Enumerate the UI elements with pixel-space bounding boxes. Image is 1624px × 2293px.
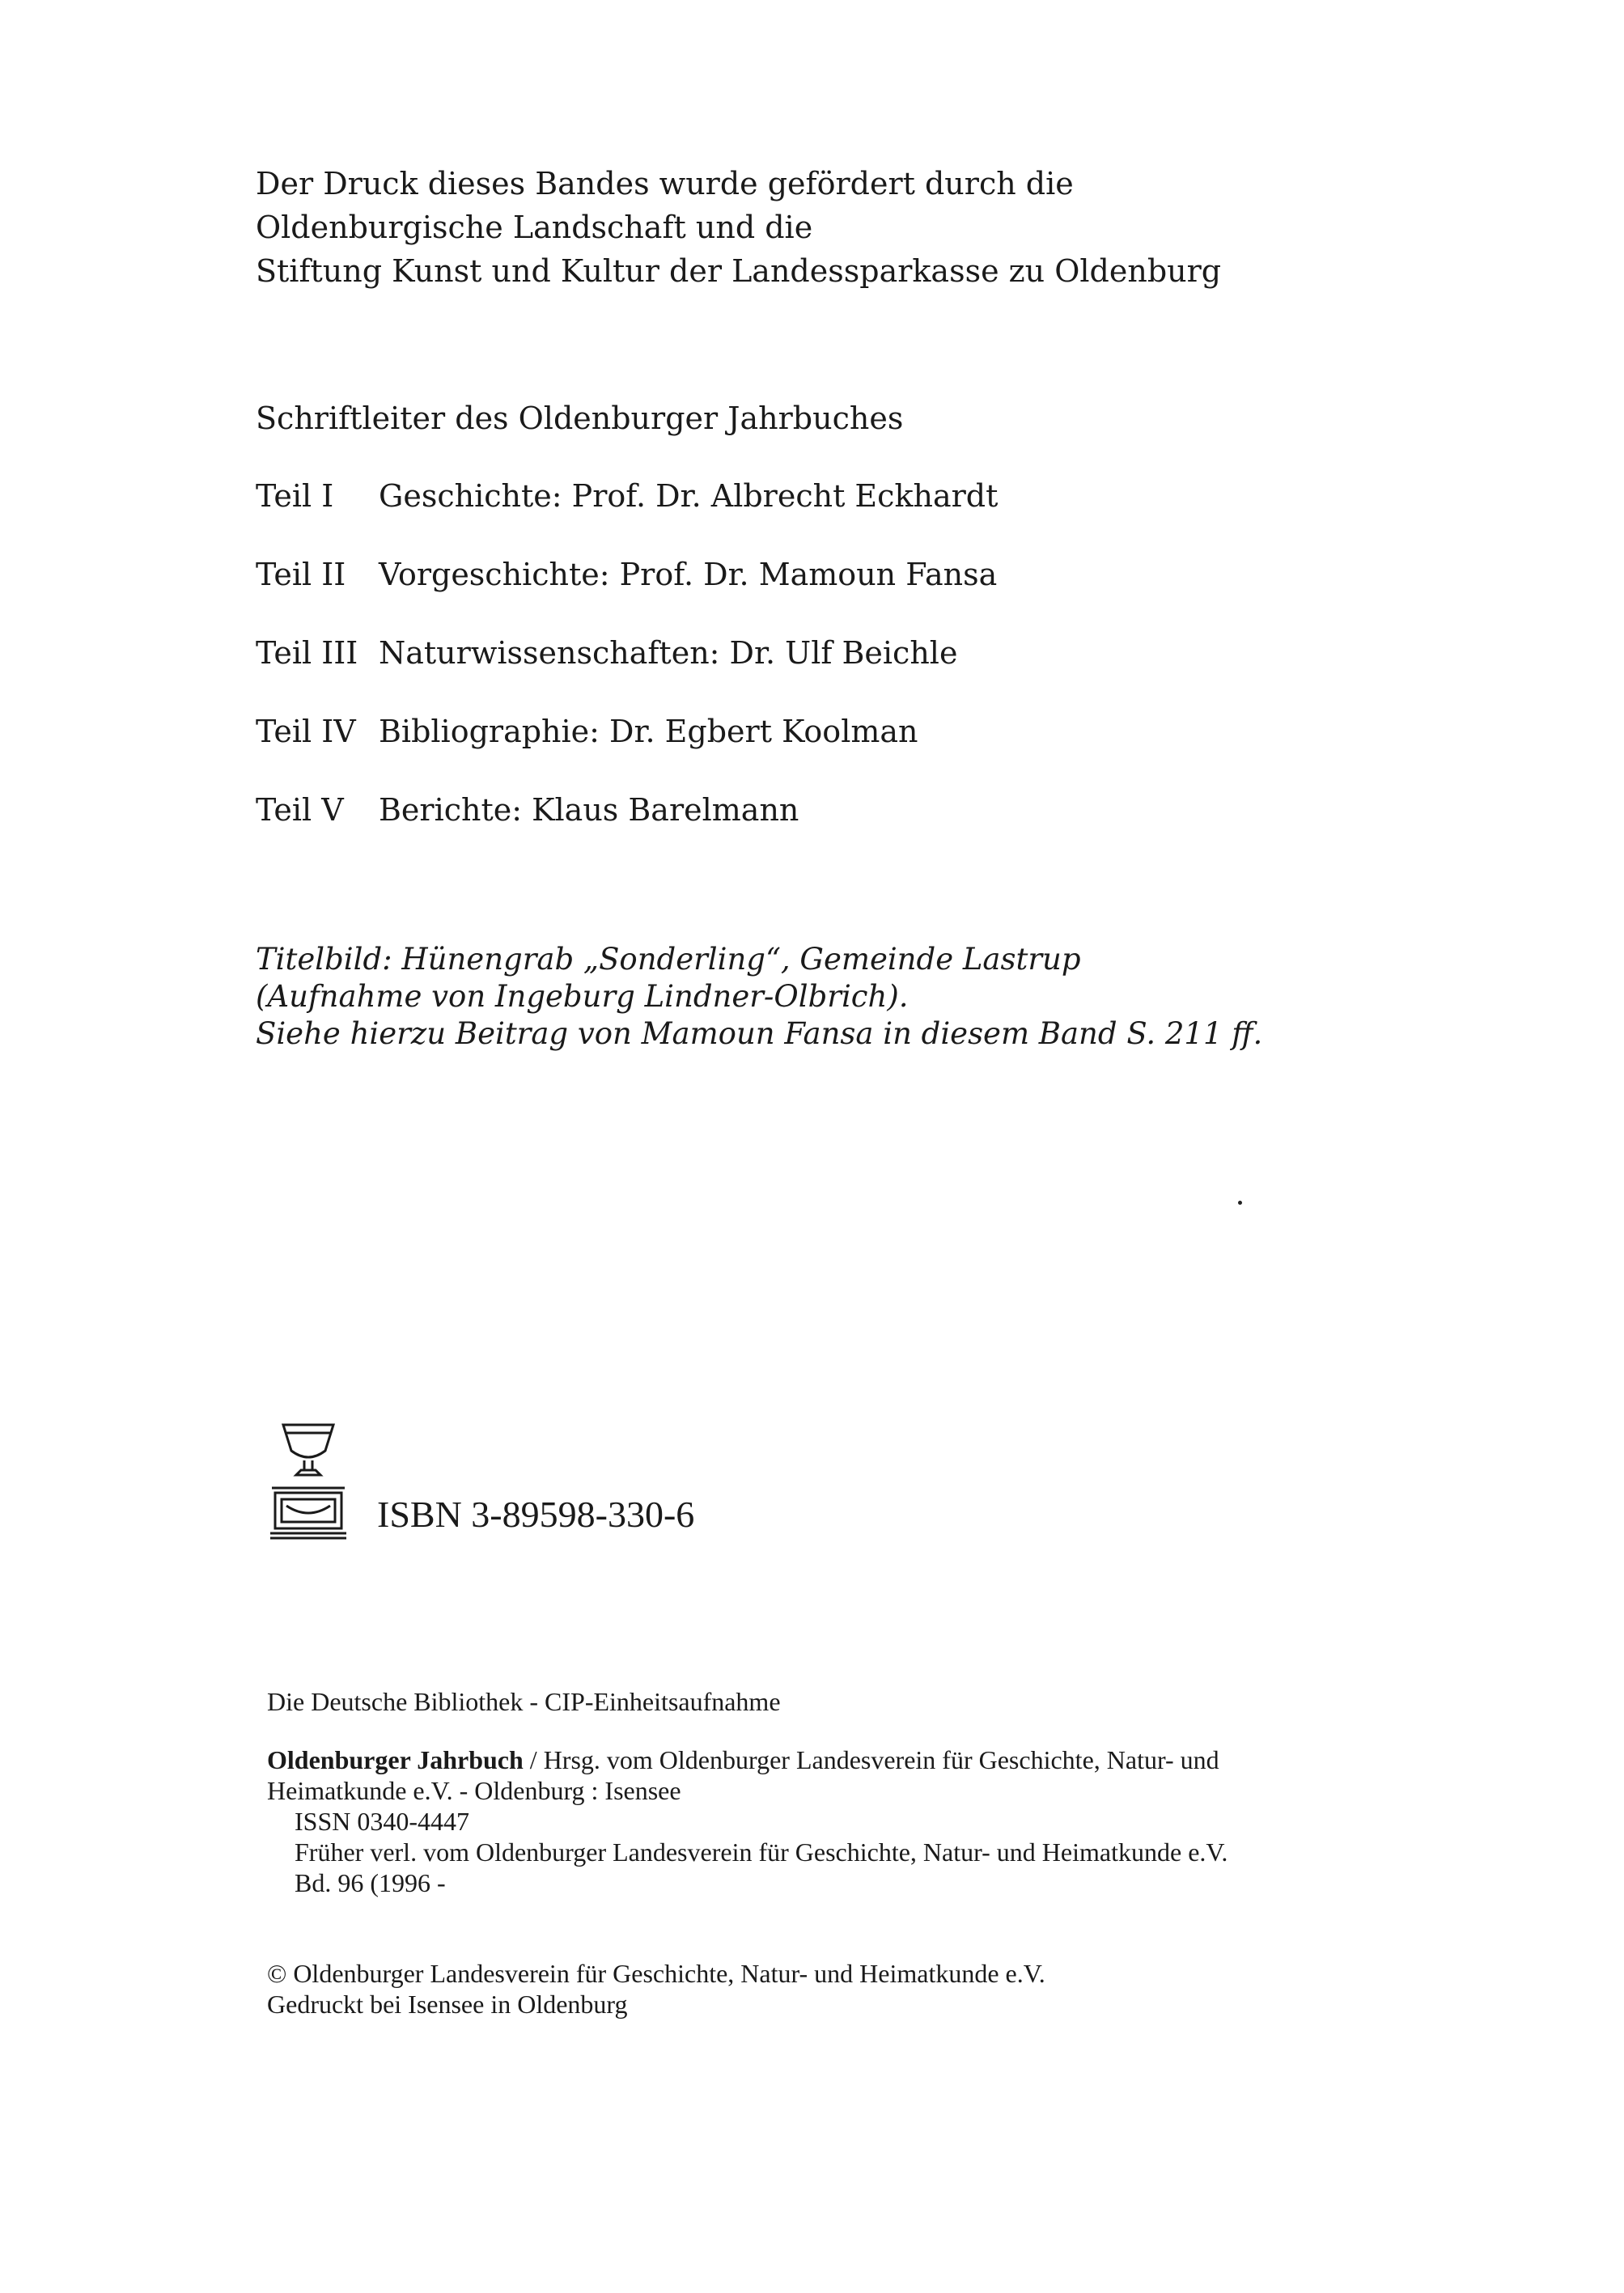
editor-row [256,474,998,518]
cip-entry-line [267,1744,1228,1775]
printer-line: Gedruckt bei Isensee in Oldenburg [267,1990,628,2019]
cip-entry-title: Oldenburger Jahrbuch [267,1745,524,1774]
part-label: Teil V [256,792,344,828]
cip-volume: Bd. 96 (1996 - [295,1868,446,1897]
isbn-number: ISBN 3-89598-330-6 [377,1494,695,1535]
editor-row [256,710,918,753]
funding-line: Der Druck dieses Bandes wurde gefördert durch die [256,166,1074,201]
cip-heading: Die Deutsche Bibliothek - CIP-Einheitsaufnahme [267,1687,781,1716]
editor-row [256,631,957,675]
editors-heading: Schriftleiter des Oldenburger Jahrbuches [256,401,904,436]
copyright-line: © Oldenburger Landesverein für Geschichte, Natur- und Heimatkunde e.V. [267,1959,1045,1988]
cip-earlier-publisher: Früher verl. vom Oldenburger Landesverein für Geschichte, Natur- und Heimatkunde e.V. [295,1837,1228,1867]
funding-line: Stiftung Kunst und Kultur der Landessparkasse zu Oldenburg [256,253,1222,289]
part-label: Teil III [256,635,358,671]
funding-line: Oldenburgische Landschaft und die [256,210,813,245]
part-editor: Bibliographie: Dr. Egbert Koolman [379,714,918,749]
stray-dot [1238,1201,1242,1205]
cover-line: Titelbild: Hünengrab „Sonderling“, Gemeinde Lastrup [256,942,1081,977]
cip-entry [267,1744,1228,1898]
cip-issn: ISSN 0340-4447 [295,1807,470,1836]
editor-row [256,553,997,596]
part-editor: Berichte: Klaus Barelmann [379,792,799,828]
part-editor: Vorgeschichte: Prof. Dr. Mamoun Fansa [379,557,998,592]
publisher-vase-logo-icon [269,1422,348,1541]
funding-note [256,162,1221,293]
copyright-notice [267,1958,1045,2020]
cip-entry-line: Heimatkunde e.V. - Oldenburg : Isensee [267,1776,681,1805]
part-editor: Naturwissenschaften: Dr. Ulf Beichle [379,635,958,671]
part-label: Teil I [256,478,334,514]
editor-row [256,788,799,832]
part-editor: Geschichte: Prof. Dr. Albrecht Eckhardt [379,478,999,514]
cover-caption [256,941,1262,1053]
cover-line: (Aufnahme von Ingeburg Lindner-Olbrich). [256,979,909,1014]
part-label: Teil IV [256,714,356,749]
part-label: Teil II [256,557,346,592]
cip-entry-editor: / Hrsg. vom Oldenburger Landesverein für Geschichte, Natur- und [523,1745,1219,1774]
cover-line: Siehe hierzu Beitrag von Mamoun Fansa in diesem Band S. 211 ff. [256,1016,1263,1051]
